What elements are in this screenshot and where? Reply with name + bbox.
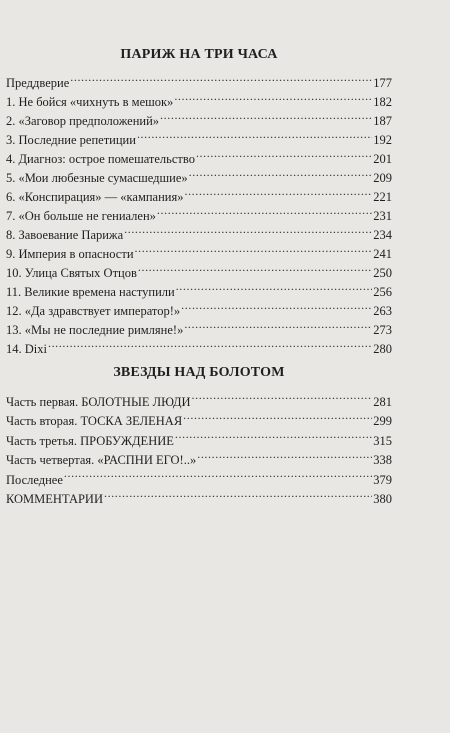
dot-leader bbox=[48, 334, 372, 353]
toc-entry-title: 9. Империя в опасности bbox=[6, 247, 134, 261]
toc-entry-page: 299 bbox=[373, 414, 392, 428]
toc-entry-title: КОММЕНТАРИИ bbox=[6, 492, 103, 506]
dot-leader bbox=[183, 406, 372, 426]
toc-entry-page: 241 bbox=[373, 247, 392, 261]
dot-leader bbox=[192, 386, 373, 406]
toc-entry-page: 182 bbox=[373, 95, 392, 109]
toc-list bbox=[6, 68, 392, 356]
toc-section-stars bbox=[6, 362, 392, 506]
toc-entry-title: 10. Улица Святых Отцов bbox=[6, 266, 137, 280]
toc-entry-title: Часть третья. ПРОБУЖДЕНИЕ bbox=[6, 433, 174, 448]
toc-entry-title: 7. «Он больше не гениален» bbox=[6, 209, 156, 223]
toc-entry bbox=[6, 68, 392, 90]
dot-leader bbox=[184, 315, 372, 334]
toc-entry-page: 192 bbox=[373, 133, 392, 147]
dot-leader bbox=[64, 464, 372, 484]
toc-entry bbox=[6, 464, 392, 487]
dot-leader bbox=[196, 144, 372, 163]
toc-entry-title: 12. «Да здравствует император!» bbox=[6, 304, 181, 318]
dot-leader bbox=[70, 68, 372, 87]
toc-list bbox=[6, 386, 392, 506]
toc-entry-title: Часть вторая. ТОСКА ЗЕЛЕНАЯ bbox=[6, 414, 183, 428]
dot-leader bbox=[175, 425, 372, 445]
toc-entry-title: 11. Великие времена наступили bbox=[6, 285, 175, 299]
toc-entry-title: Последнее bbox=[6, 472, 63, 487]
dot-leader bbox=[104, 484, 372, 504]
dot-leader bbox=[176, 277, 373, 296]
dot-leader bbox=[137, 125, 372, 144]
toc-entry-title: 1. Не бойся «чихнуть в мешок» bbox=[6, 95, 174, 109]
toc-entry-title: Преддверие bbox=[6, 76, 70, 90]
toc-entry bbox=[6, 334, 392, 356]
toc-entry-title: 8. Завоевание Парижа bbox=[6, 228, 124, 242]
toc-entry-page: 231 bbox=[373, 209, 392, 223]
toc-entry-title: 14. Dixi bbox=[6, 342, 47, 356]
toc-entry-page: 280 bbox=[373, 342, 392, 356]
dot-leader bbox=[124, 220, 372, 239]
toc-entry-title: 5. «Мои любезные сумасшедшие» bbox=[6, 171, 188, 185]
dot-leader bbox=[184, 182, 372, 201]
dot-leader bbox=[174, 87, 372, 106]
toc-entry-page: 187 bbox=[373, 114, 392, 128]
toc-entry-page: 221 bbox=[373, 190, 392, 204]
toc-entry bbox=[6, 386, 392, 409]
toc-entry-page: 201 bbox=[373, 152, 392, 166]
toc-entry-title: 3. Последние репетиции bbox=[6, 133, 136, 147]
toc-entry-page: 250 bbox=[373, 266, 392, 280]
toc-entry-title: 6. «Конспирация» — «кампания» bbox=[6, 190, 184, 204]
toc-section-paris bbox=[6, 44, 392, 356]
dot-leader bbox=[135, 239, 373, 258]
dot-leader bbox=[197, 445, 372, 465]
toc-entry-page: 380 bbox=[373, 492, 392, 506]
dot-leader bbox=[138, 258, 372, 277]
toc-entry-page: 263 bbox=[373, 304, 392, 318]
toc-entry-page: 256 bbox=[373, 285, 392, 299]
toc-entry-page: 209 bbox=[373, 171, 392, 185]
toc-entry-title: Часть первая. БОЛОТНЫЕ ЛЮДИ bbox=[6, 394, 191, 409]
toc-entry-title: Часть четвертая. «РАСПНИ ЕГО!..» bbox=[6, 453, 197, 467]
toc-entry-page: 338 bbox=[373, 453, 392, 467]
toc-entry-page: 177 bbox=[373, 76, 392, 90]
dot-leader bbox=[157, 201, 372, 220]
toc-entry-title: 4. Диагноз: острое помешательство bbox=[6, 152, 195, 166]
toc-entry-page: 234 bbox=[373, 228, 392, 242]
dot-leader bbox=[181, 296, 372, 315]
toc-entry bbox=[6, 484, 392, 504]
toc-entry-page: 281 bbox=[373, 394, 392, 409]
toc-entry-page: 379 bbox=[373, 472, 392, 487]
toc-entry-page: 315 bbox=[373, 433, 392, 448]
section-title: ЗВЕЗДЫ НАД БОЛОТОМ bbox=[113, 365, 285, 380]
toc-entry-title: 2. «Заговор предположений» bbox=[6, 114, 160, 128]
section-title: ПАРИЖ НА ТРИ ЧАСА bbox=[120, 47, 278, 62]
toc-entry-page: 273 bbox=[373, 323, 392, 337]
toc-entry-title: 13. «Мы не последние римляне!» bbox=[6, 323, 184, 337]
dot-leader bbox=[160, 106, 372, 125]
dot-leader bbox=[189, 163, 373, 182]
